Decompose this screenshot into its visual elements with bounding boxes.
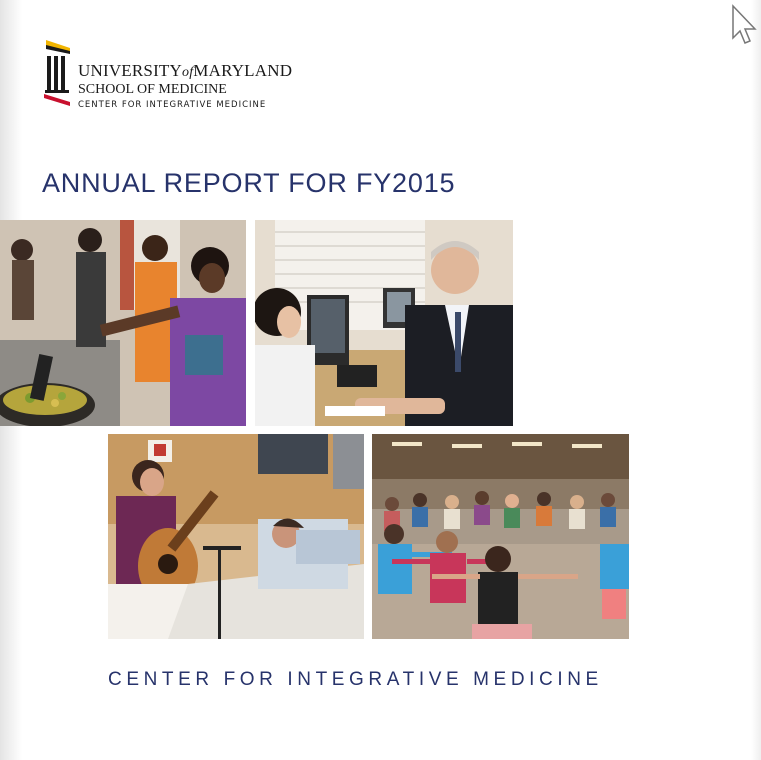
page-right-shadow (751, 0, 761, 760)
group-movement-class-photo (372, 434, 629, 639)
university-logo (44, 40, 304, 110)
report-title: ANNUAL REPORT FOR FY2015 (42, 168, 456, 198)
logo-university-name: UNIVERSITYofMARYLAND (78, 61, 293, 80)
mouse-pointer-icon (729, 4, 757, 46)
logo-wordmark (78, 62, 292, 112)
umaryland-shield-icon (44, 40, 72, 106)
logo-school-name: SCHOOL OF MEDICINE (78, 82, 227, 97)
logo-center-name: CENTER FOR INTEGRATIVE MEDICINE (78, 100, 267, 110)
cooking-class-photo (0, 220, 246, 426)
center-name-footer: CENTER FOR INTEGRATIVE MEDICINE (108, 669, 603, 690)
music-therapy-photo (108, 434, 364, 639)
doctor-consultation-photo (255, 220, 513, 426)
